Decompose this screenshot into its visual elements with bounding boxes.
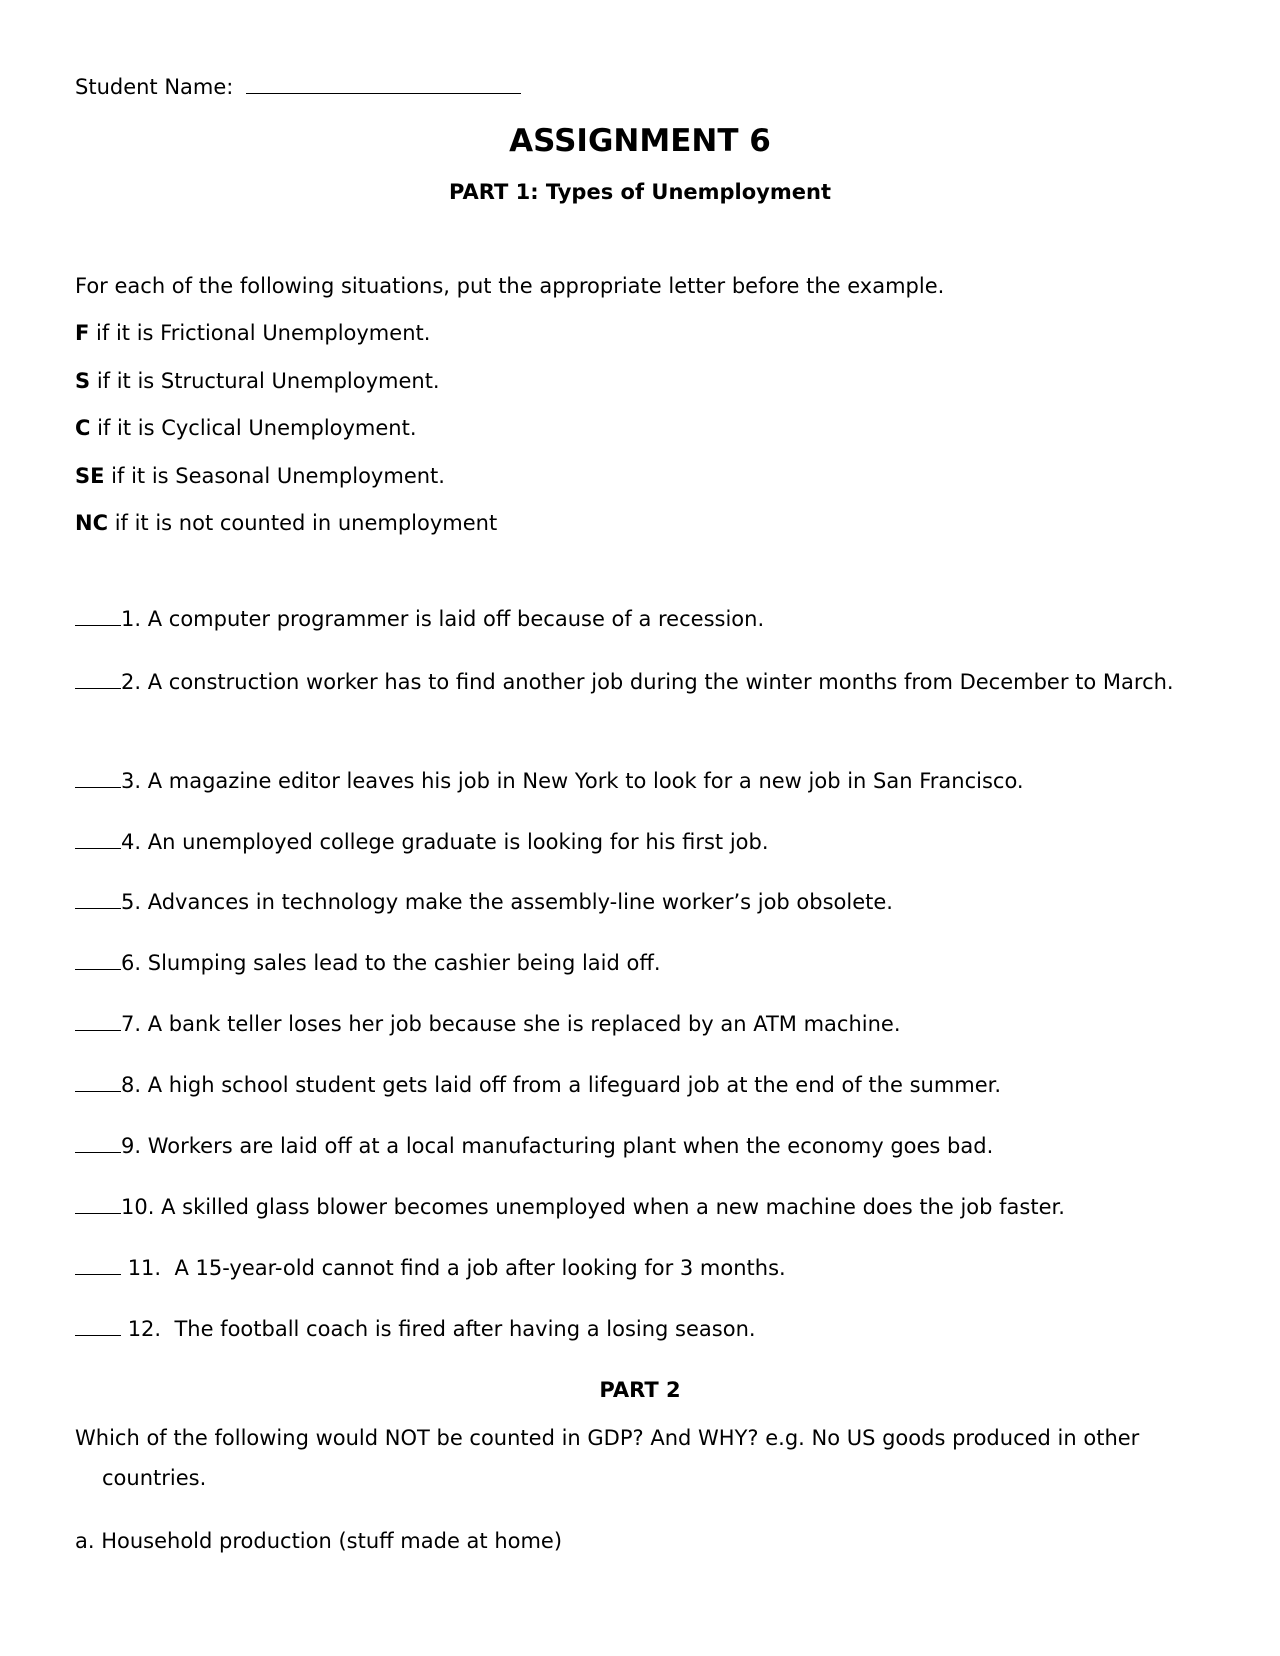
answer-blank[interactable] [75, 1010, 121, 1031]
legend-item-f [75, 318, 430, 348]
question-item-11 [75, 1253, 786, 1283]
legend-code: S [75, 369, 91, 393]
question-text: Workers are laid off at a local manufacturing plant when the economy goes bad. [147, 1134, 994, 1158]
legend-text: if it is Cyclical Unemployment. [97, 416, 417, 440]
answer-blank[interactable] [75, 668, 121, 689]
question-item-9 [75, 1131, 993, 1161]
question-number: 5. [121, 890, 142, 914]
question-text: Advances in technology make the assembly-line worker’s job obsolete. [147, 890, 893, 914]
question-number: 8. [121, 1073, 142, 1097]
question-text: A magazine editor leaves his job in New York to look for a new job in San Francisco. [147, 769, 1024, 793]
question-item-3 [75, 766, 1024, 796]
question-text: A 15-year-old cannot find a job after looking for 3 months. [174, 1256, 786, 1280]
student-name-blank[interactable] [246, 71, 521, 94]
legend-text: if it is not counted in unemployment [114, 511, 498, 535]
question-text: A computer programmer is laid off because of a recession. [147, 607, 765, 631]
question-item-2 [75, 662, 1215, 702]
question-number: 3. [121, 769, 142, 793]
question-item-10 [75, 1192, 1065, 1222]
question-text: Slumping sales lead to the cashier being laid off. [147, 951, 661, 975]
question-number: 6. [121, 951, 142, 975]
legend-code: C [75, 416, 91, 440]
legend-item-c [75, 413, 417, 443]
question-item-7 [75, 1009, 901, 1039]
answer-blank[interactable] [75, 1315, 121, 1336]
legend-text: if it is Seasonal Unemployment. [111, 464, 445, 488]
legend-item-se [75, 461, 445, 491]
question-item-12 [75, 1314, 756, 1344]
question-item-8 [75, 1070, 1001, 1100]
question-text: A bank teller loses her job because she is replaced by an ATM machine. [147, 1012, 901, 1036]
question-number: 9. [121, 1134, 142, 1158]
answer-blank[interactable] [75, 828, 121, 849]
part1-heading: PART 1: Types of Unemployment [449, 180, 831, 204]
question-item-1 [75, 604, 764, 634]
question-item-6 [75, 948, 661, 978]
student-name-label: Student Name: [75, 75, 234, 99]
part1-instructions: For each of the following situations, put the appropriate letter before the example. [75, 274, 945, 298]
answer-blank[interactable] [75, 767, 121, 788]
legend-text: if it is Frictional Unemployment. [96, 321, 431, 345]
question-text: An unemployed college graduate is looking for his first job. [147, 830, 769, 854]
question-number: 1. [121, 607, 142, 631]
question-number: 4. [121, 830, 142, 854]
part2-heading: PART 2 [599, 1378, 681, 1402]
question-item-4 [75, 827, 769, 857]
question-text: The football coach is fired after having a losing season. [174, 1317, 756, 1341]
assignment-title: ASSIGNMENT 6 [509, 123, 771, 159]
answer-blank[interactable] [75, 1071, 121, 1092]
question-number: 10. [121, 1195, 155, 1219]
legend-item-s [75, 366, 440, 396]
question-number: 12. [127, 1317, 162, 1341]
answer-blank[interactable] [75, 1254, 121, 1275]
part2-question: Which of the following would NOT be counted in GDP? And WHY? e.g. No US goods produced in other countries. [75, 1426, 1140, 1490]
legend-text: if it is Structural Unemployment. [96, 369, 440, 393]
question-number: 2. [121, 670, 142, 694]
legend-item-nc [75, 508, 497, 538]
answer-blank[interactable] [75, 1132, 121, 1153]
question-text: A skilled glass blower becomes unemployed when a new machine does the job faster. [161, 1195, 1065, 1219]
part2-item-a: a. Household production (stuff made at home) [75, 1529, 563, 1553]
question-item-5 [75, 887, 893, 917]
answer-blank[interactable] [75, 605, 121, 626]
legend-code: NC [75, 511, 108, 535]
question-text: A construction worker has to find another job during the winter months from December to March. [147, 670, 1174, 694]
answer-blank[interactable] [75, 949, 121, 970]
answer-blank[interactable] [75, 888, 121, 909]
question-number: 11. [127, 1256, 162, 1280]
answer-blank[interactable] [75, 1193, 121, 1214]
student-name-row [75, 71, 521, 102]
question-number: 7. [121, 1012, 142, 1036]
question-text: A high school student gets laid off from a lifeguard job at the end of the summer. [147, 1073, 1002, 1097]
legend-code: SE [75, 464, 105, 488]
legend-code: F [75, 321, 90, 345]
